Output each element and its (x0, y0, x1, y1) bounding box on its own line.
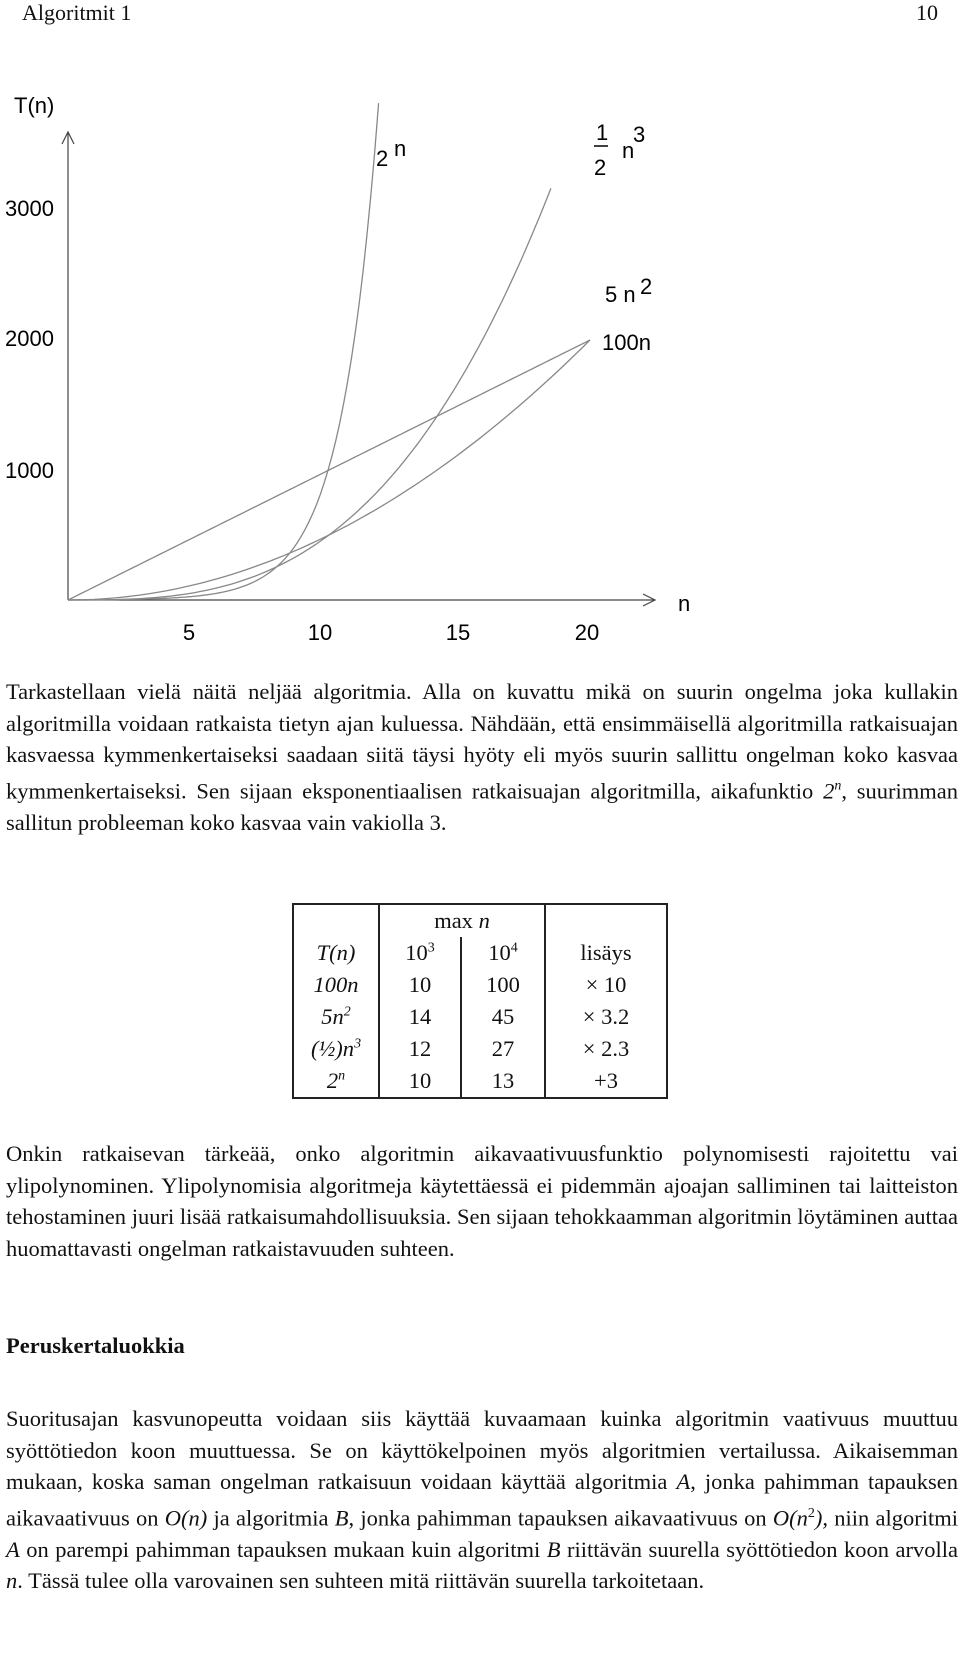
y-tick-label: 1000 (5, 458, 54, 483)
chart-svg (0, 80, 960, 650)
table-cell (293, 969, 379, 1001)
math-var: n (6, 1568, 18, 1593)
series-label-text: n (622, 138, 635, 163)
paragraph-text: Tarkastellaan vielä näitä neljää algoritmia. Alla on kuvattu mikä on suurin ongelma joka kullakin algoritmilla voidaan ratkaista tietyn ajan kuluessa. Nähdään, että ensimmäisellä algoritmilla ratkaisuajan kasvaessa kymmenkertaiseksi saadaan siitä täysi hyöty eli myös suurin sallittu ongelman koko kasvaa kymmenkertaiseksi. Sen sijaan eksponentiaalisen ratkaisuajan algoritmilla, aikafunktio (6, 679, 958, 803)
paragraph-text: , suurimman sallitun probleeman koko kasvaa vain vakiolla 3. (6, 778, 958, 835)
fn-base: 2 (326, 1068, 339, 1093)
section-heading: Peruskertaluokkia (6, 1333, 185, 1358)
table-header-max-n (379, 904, 545, 937)
series-label-text: 3 (633, 122, 646, 147)
table-cell (293, 1033, 379, 1065)
series-label-5n2 (605, 274, 652, 307)
paragraph-text: , jonka pahimman tapauksen aikavaativuus on (6, 1469, 958, 1530)
header-var: n (478, 908, 490, 933)
series-label-100n: 100n (602, 330, 651, 355)
math-var: A (676, 1469, 691, 1494)
fn-base: 100n (313, 972, 359, 997)
page-header (22, 0, 938, 32)
math-var: B (334, 1505, 349, 1530)
y-tick-label: 3000 (5, 196, 54, 221)
series-label-text: 2 (594, 155, 607, 180)
paragraph-complexity (6, 1403, 958, 1597)
math-var: A (6, 1536, 20, 1562)
table-cell: 13 (461, 1065, 545, 1098)
x-tick-label: 15 (445, 620, 471, 645)
header-label: max (434, 908, 479, 933)
series-label-2n (376, 136, 406, 171)
fn-exp: 3 (354, 1036, 362, 1052)
table-cell: lisäys (545, 937, 667, 969)
paragraph-text: Suoritusajan kasvunopeutta voidaan siis käyttää kuvaamaan kuinka algoritmin vaativuus muuttuu syöttötiedon koon muuttuessa. Se on käyttökelpoinen myös algoritmien vertailussa. Aikaisemman mukaan, koska saman ongelman ratkaisuun voidaan käyttää algoritmia (6, 1406, 958, 1494)
paragraph-text: niin algoritmi (827, 1505, 959, 1530)
series-label-text: 2 (640, 274, 653, 299)
table-cell (379, 937, 461, 969)
fn-base: 5n (321, 1004, 344, 1029)
page-number: 10 (916, 0, 938, 25)
series-label-text: n (394, 136, 407, 161)
series-line-100n (68, 340, 590, 600)
cell-base: 10 (405, 940, 428, 965)
fn-exp: 2 (343, 1004, 351, 1020)
paragraph-text: , jonka pahimman tapauksen aikavaativuus on (348, 1505, 773, 1530)
table-cell: 100 (461, 969, 545, 1001)
series-line-half-n3 (68, 188, 551, 600)
series-line-2n (68, 103, 379, 600)
table-cell: 27 (461, 1033, 545, 1065)
header-title: Algoritmit 1 (22, 0, 132, 25)
series-label-half-n3 (594, 120, 645, 180)
paragraph-text: riittävän suurella syöttötiedon koon arvolla (560, 1536, 958, 1562)
table-cell (545, 904, 667, 937)
math-var: B (546, 1536, 561, 1562)
paragraph-text: ja algoritmia (207, 1505, 335, 1530)
table-row (293, 1033, 667, 1065)
table-row (293, 1065, 667, 1098)
paragraph-intro (6, 676, 958, 838)
table-row (293, 969, 667, 1001)
table-header-row (293, 904, 667, 937)
math-var: ), (814, 1505, 828, 1530)
table-cell (293, 1065, 379, 1098)
table-cell: 14 (379, 1001, 461, 1033)
cell-exp: 3 (427, 940, 435, 956)
math-var: O(n) (164, 1505, 208, 1530)
table-cell (293, 937, 379, 969)
y-axis-title: T(n) (14, 93, 55, 118)
table-cell: 45 (461, 1001, 545, 1033)
table-cell (293, 1001, 379, 1033)
x-tick-label: 10 (307, 620, 333, 645)
table-row (293, 1001, 667, 1033)
series-label-text: 5 n (605, 282, 636, 307)
table-row (293, 937, 667, 969)
y-tick-label: 2000 (5, 326, 54, 351)
paragraph-text: on parempi pahimman tapauksen mukaan kuin algoritmi (19, 1536, 547, 1562)
table-cell: 12 (379, 1033, 461, 1065)
table-cell: +3 (545, 1065, 667, 1098)
fn-base: (½)n (310, 1036, 355, 1061)
paragraph-polynomial: Onkin ratkaisevan tärkeää, onko algoritmin aikavaativuusfunktio polynomisesti rajoitettu vai ylipolynominen. Ylipolynomisia algoritmeja käytettäessä ei pidemmän ajoajan salliminen tai laitteiston tehostaminen juuri lisää ratkaisumahdollisuuksia. Sen sijaan tehokkaamman algoritmin löytäminen auttaa huomattavasti ongelman ratkaistavuuden suhteen. (6, 1141, 958, 1261)
table-cell: 10 (379, 969, 461, 1001)
growth-chart (0, 80, 960, 650)
table-cell: × 3.2 (545, 1001, 667, 1033)
fn-base: T(n) (316, 940, 356, 965)
max-n-table (292, 903, 668, 1099)
table-cell: 10 (379, 1065, 461, 1098)
series-label-text: 2 (376, 146, 389, 171)
table-cell (461, 937, 545, 969)
fn-exp: n (338, 1068, 346, 1084)
math-exponent: n (834, 778, 842, 794)
series-label-text: 1 (596, 120, 609, 145)
cell-base: 10 (488, 940, 511, 965)
cell-exp: 4 (510, 940, 518, 956)
table-cell (293, 904, 379, 937)
table-cell: × 2.3 (545, 1033, 667, 1065)
math-var: O(n (772, 1505, 808, 1530)
x-tick-label: 20 (574, 620, 600, 645)
x-tick-label: 5 (182, 620, 196, 645)
math-base: 2 (823, 778, 835, 803)
x-axis-title: n (678, 591, 691, 616)
table-cell: × 10 (545, 969, 667, 1001)
math-exp: 2 (807, 1505, 815, 1521)
paragraph-text: . Tässä tulee olla varovainen sen suhteen mitä riittävän suurella tarkoitetaan. (17, 1568, 705, 1593)
